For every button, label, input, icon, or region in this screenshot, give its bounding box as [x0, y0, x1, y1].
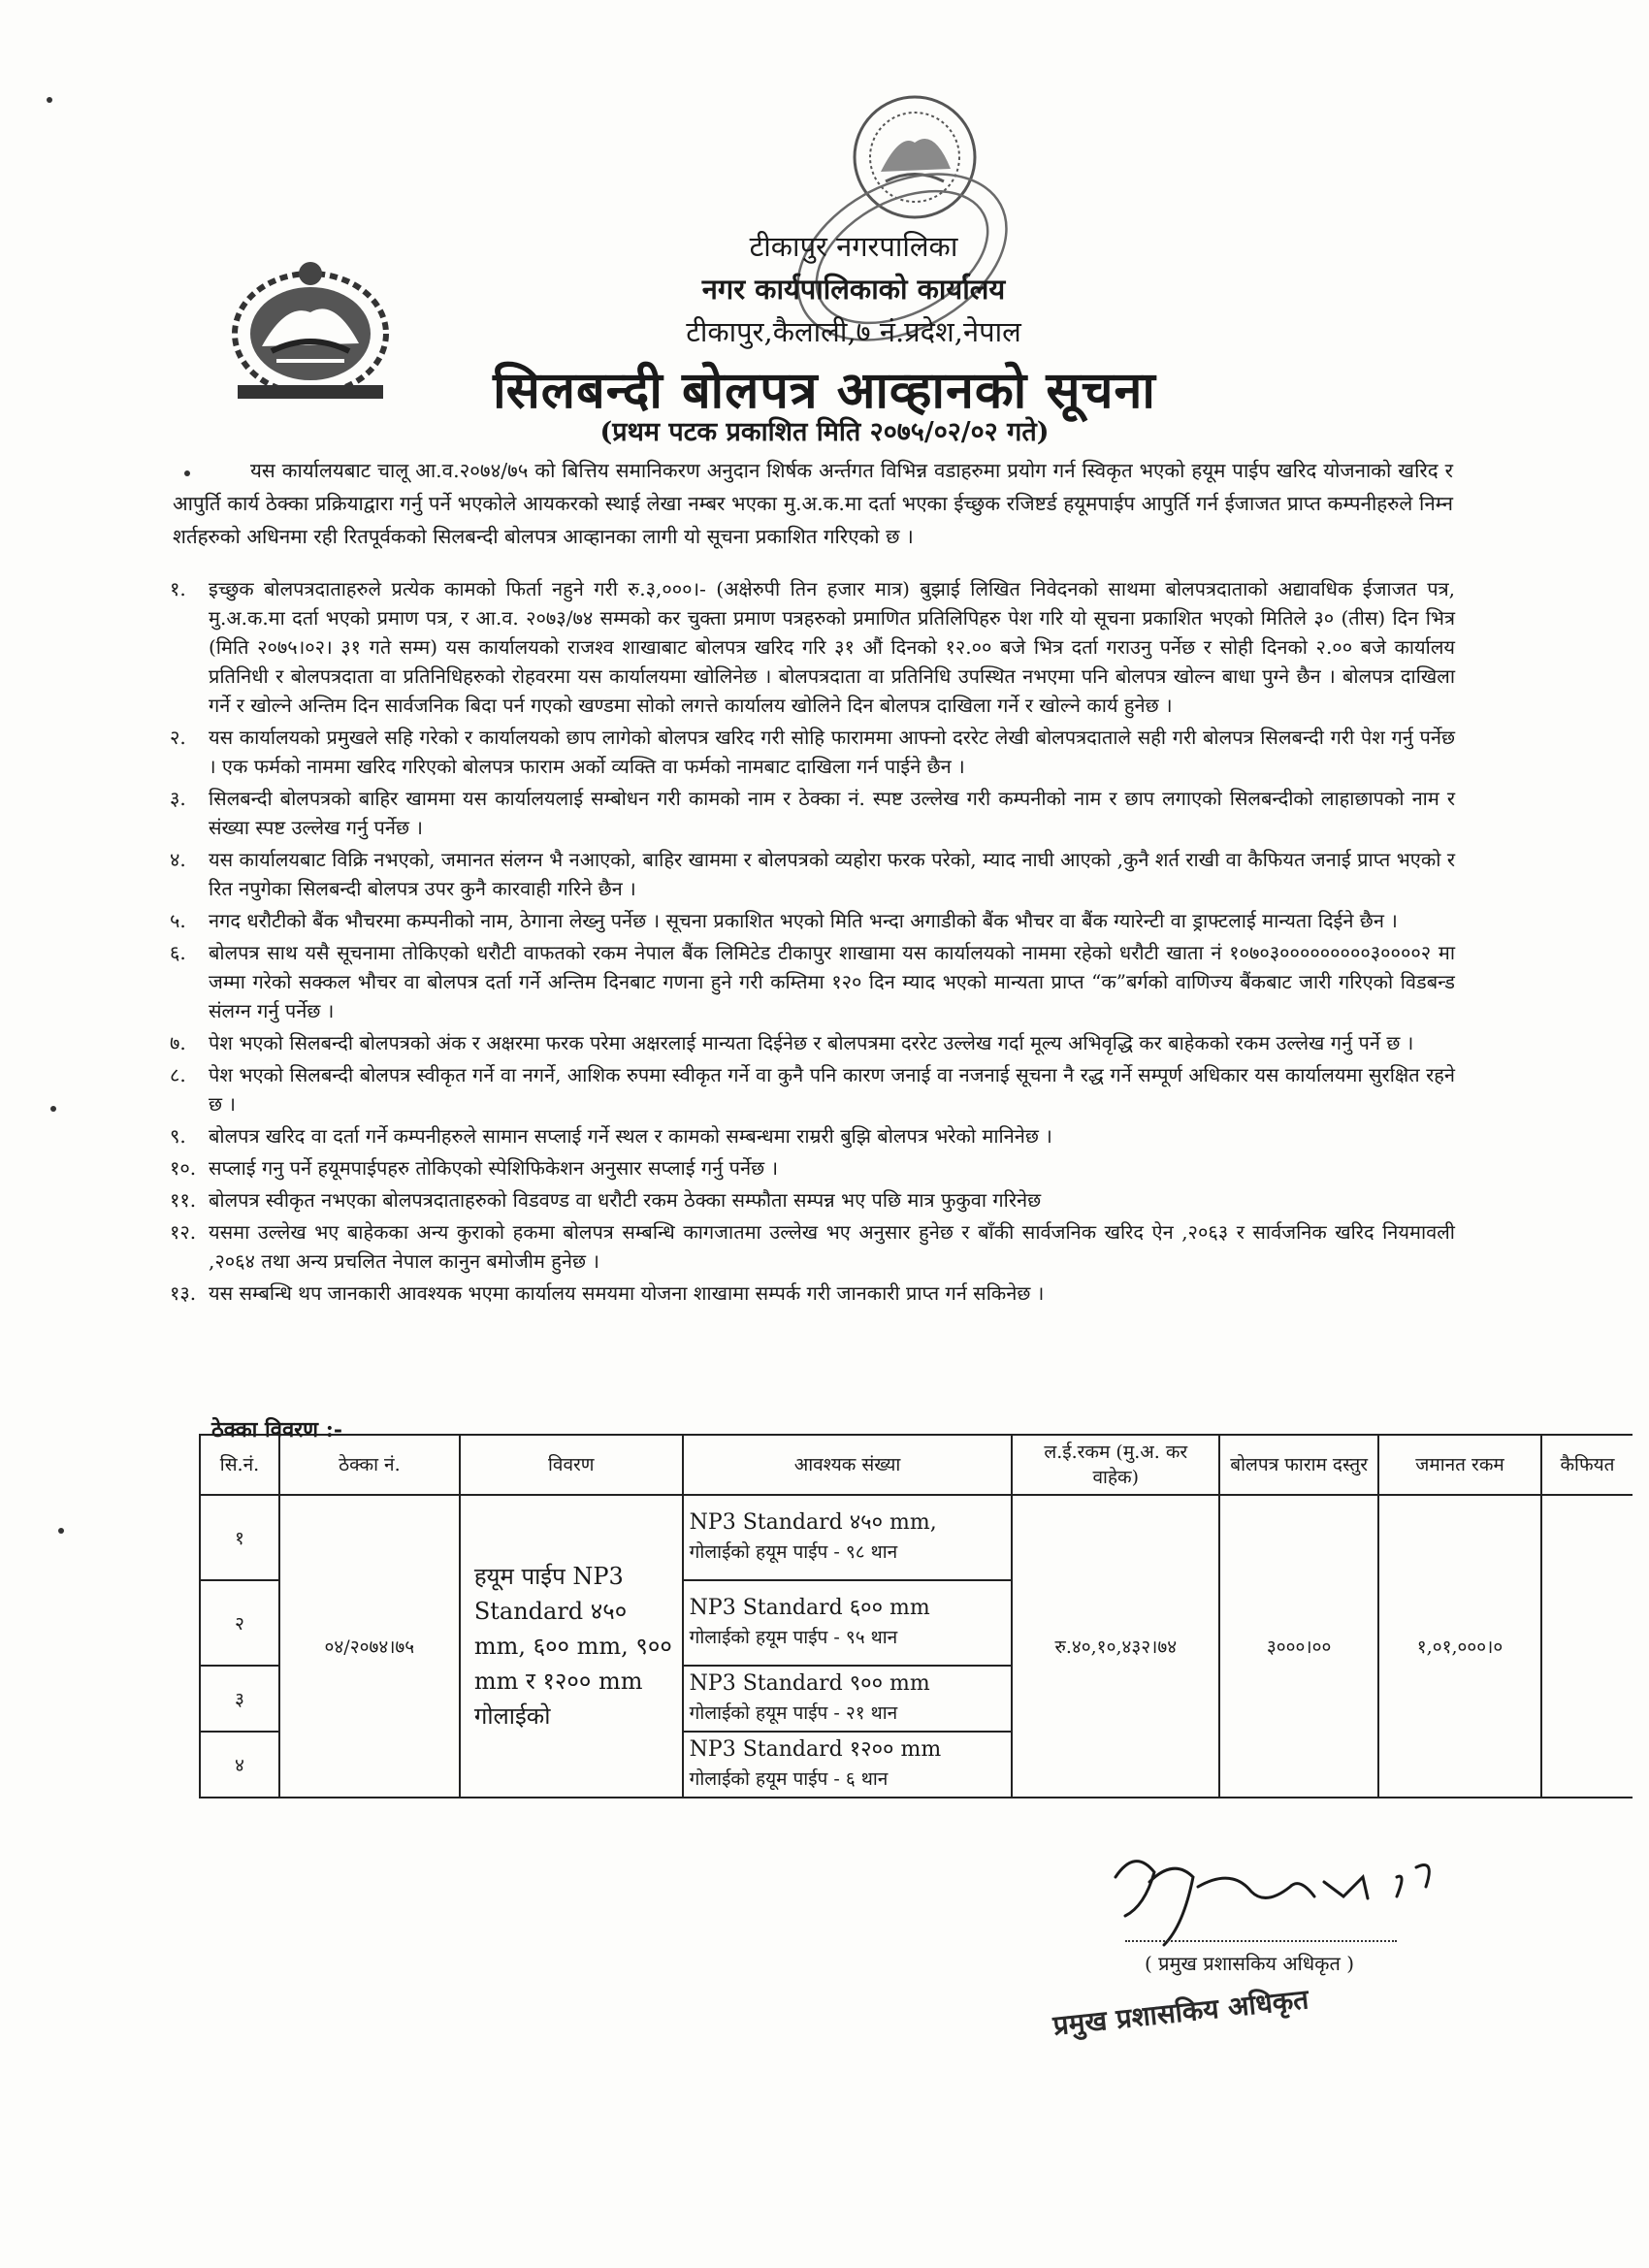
condition-item: [170, 784, 1455, 842]
condition-item: [170, 1028, 1455, 1057]
remarks-cell: [1541, 1495, 1633, 1798]
header-security: जमानत रकम: [1378, 1435, 1541, 1495]
scan-speck: [47, 97, 52, 103]
condition-text: पेश भएको सिलबन्दी बोलपत्रको अंक र अक्षरमा फरक परेमा अक्षरलाई मान्यता दिईनेछ र बोलपत्रमा दररेट उल्लेख गर्दा मूल्य अभिवृद्धि कर बाहेकको रकम उल्लेख गर्नु पर्ने छ ।: [209, 1031, 1414, 1054]
condition-number: १.: [170, 577, 186, 600]
condition-number: ११.: [170, 1188, 197, 1212]
quantity-spec: NP3 Standard ९०० mm: [689, 1671, 930, 1696]
condition-item: [170, 1279, 1455, 1308]
signatory-title: ( प्रमुख प्रशासकिय अधिकृत ): [1145, 1952, 1355, 1975]
scan-speck: [58, 1528, 64, 1534]
quantity-spec: NP3 Standard ६०० mm: [689, 1596, 930, 1620]
condition-number: ७.: [170, 1031, 186, 1054]
condition-text: यस सम्बन्धि थप जानकारी आवश्यक भएमा कार्यालय समयमा योजना शाखामा सम्पर्क गरी जानकारी प्राप्त गर्न सकिनेछ ।: [209, 1281, 1045, 1305]
table-caption: ठेक्का विवरण :-: [211, 1417, 343, 1442]
condition-number: १०.: [170, 1156, 197, 1180]
condition-item: [170, 1060, 1455, 1118]
signature-icon: [1106, 1838, 1455, 1955]
condition-text: पेश भएको सिलबन्दी बोलपत्र स्वीकृत गर्ने वा नगर्ने, आशिक रुपमा स्वीकृत गर्ने वा कुनै पनि कारण जनाई वा नजनाई सूचना नै रद्ध गर्ने सम्पूर्ण अधिकार यस कार्यालयमा सुरक्षित रहने छ ।: [209, 1063, 1455, 1116]
office-address: टीकापुर,कैलाली,७ नं.प्रदेश,नेपाल: [686, 315, 1021, 348]
condition-number: २.: [170, 726, 186, 749]
condition-text: बोलपत्र साथ यसै सूचनामा तोकिएको धरौटी वाफतको रकम नेपाल बैंक लिमिटेड टीकापुर शाखामा यस कार्यालयको नाममा रहेको धरौटी खाता नं १०७०३०००००००००३००००२ मा जम्मा गरेको सक्कल भौचर वा बोलपत्र दर्ता गर्ने अन्तिम दिनबाट गणना हुने गरी कम्तिमा १२० दिन म्याद भएको मान्यता प्राप्त “क”बर्गको वाणिज्य बैंकबाट जारी गरिएको विडबन्ड संलग्न गर्नु पर्नेछ ।: [209, 941, 1455, 1022]
condition-item: [170, 1185, 1455, 1215]
condition-item: [170, 1217, 1455, 1276]
header-form-fee: बोलपत्र फाराम दस्तुर: [1219, 1435, 1378, 1495]
condition-number: १३.: [170, 1281, 197, 1305]
condition-item: [170, 938, 1455, 1025]
condition-number: ४.: [170, 848, 186, 871]
condition-number: ३.: [170, 787, 186, 810]
condition-text: यस कार्यालयबाट विक्रि नभएको, जमानत संलग्न भै नआएको, बाहिर खाममा र बोलपत्रको व्यहोरा फरक परेको, म्याद नाघी आएको ,कुनै शर्त राखी वा कैफियत जनाई प्राप्त भएको र रित नपुगेका सिलबन्दी बोलपत्र उपर कुनै कारवाही गरिने छैन ।: [209, 848, 1455, 900]
intro-paragraph: यस कार्यालयबाट चालू आ.व.२०७४/७५ को बित्तिय समानिकरण अनुदान शिर्षक अर्न्तगत विभिन्न वडाहरुमा प्रयोग गर्न स्विकृत भएको हयूम पाईप खरिद योजनाको खरिद र आपुर्ति कार्य ठेक्का प्रक्रियाद्वारा गर्नु पर्ने भएकोले आयकरको स्थाई लेखा नम्बर भएका मु.अ.क.मा दर्ता भएका ईच्छुक रजिष्टर्ड हयूमपाईप आपुर्ति गर्न ईजाजत प्राप्त कम्पनीहरुले निम्न शर्तहरुको अधिनमा रही रितपूर्वकको सिलबन्दी बोलपत्र आव्हानका लागी यो सूचना प्रकाशित गरिएको छ ।: [173, 459, 1453, 548]
condition-item: [170, 1121, 1455, 1150]
row-sn: १: [200, 1495, 279, 1580]
conditions-list: [170, 574, 1455, 1311]
header-sn: सि.नं.: [200, 1435, 279, 1495]
row-sn: २: [200, 1580, 279, 1666]
row-sn: ३: [200, 1666, 279, 1732]
quantity-cell: [683, 1580, 1013, 1666]
letterhead: [582, 225, 1125, 353]
condition-number: ५.: [170, 909, 186, 932]
municipality-name: टीकापुर नगरपालिका: [749, 230, 958, 263]
signature-line: [1125, 1940, 1397, 1942]
condition-text: सप्लाई गनु पर्ने हयूमपाईपहरु तोकिएको स्पेशिफिकेशन अनुसार सप्लाई गर्नु पर्नेछ ।: [209, 1156, 779, 1180]
officer-stamp: प्रमुख प्रशासकिय अधिकृत: [1051, 1983, 1310, 2042]
condition-number: ८.: [170, 1063, 186, 1086]
contract-details-table: [199, 1434, 1633, 1798]
condition-number: ९.: [170, 1124, 186, 1148]
condition-text: बोलपत्र स्वीकृत नभएका बोलपत्रदाताहरुको विडवण्ड वा धरौटी रकम ठेक्का सम्फौता सम्पन्न भए पछि मात्र फुकुवा गरिनेछ: [209, 1188, 1042, 1212]
condition-text: नगद धरौटीको बैंक भौचरमा कम्पनीको नाम, ठेगाना लेख्नु पर्नेछ । सूचना प्रकाशित भएको मिति भन्दा अगाडीको बैंक भौचर वा बैंक ग्यारेन्टी वा ड्राफ्टलाई मान्यता दिईने छैन ।: [209, 909, 1398, 932]
form-fee-amount: ३०००।००: [1219, 1495, 1378, 1798]
condition-item: [170, 723, 1455, 781]
quantity-detail: गोलाईको हयूम पाईप - ९५ थान: [689, 1627, 898, 1648]
header-contract-no: ठेक्का नं.: [279, 1435, 460, 1495]
header-description: विवरण: [460, 1435, 683, 1495]
condition-item: [170, 845, 1455, 903]
condition-text: सिलबन्दी बोलपत्रको बाहिर खाममा यस कार्यालयलाई सम्बोधन गरी कामको नाम र ठेक्का नं. स्पष्ट उल्लेख गरी कम्पनीको नाम र छाप लगाएको सिलबन्दीको लाहाछापको नाम र संख्या स्पष्ट उल्लेख गर्नु पर्नेछ ।: [209, 787, 1455, 839]
condition-item: [170, 906, 1455, 935]
quantity-cell: [683, 1495, 1013, 1580]
quantity-spec: NP3 Standard १२०० mm: [689, 1737, 942, 1762]
publication-date: (प्रथम पटक प्रकाशित मिति २०७५/०२/०२ गते): [599, 417, 1050, 447]
header-remarks: कैफियत: [1541, 1435, 1633, 1495]
condition-number: १२.: [170, 1220, 197, 1244]
office-name: नगर कार्यपालिकाको कार्यालय: [701, 273, 1006, 306]
row-sn: ४: [200, 1732, 279, 1798]
quantity-detail: गोलाईको हयूम पाईप - २१ थान: [689, 1702, 898, 1724]
header-quantity: आवश्यक संख्या: [683, 1435, 1013, 1495]
quantity-detail: गोलाईको हयूम पाईप - ९८ थान: [689, 1541, 898, 1563]
scan-speck: [50, 1106, 56, 1112]
notice-title: सिलबन्दी बोलपत्र आव्हानको सूचना: [493, 361, 1156, 420]
header-estimate: ल.ई.रकम (मु.अ. कर वाहेक): [1012, 1435, 1219, 1495]
estimate-amount: रु.४०,१०,४३२।७४: [1012, 1495, 1219, 1798]
condition-item: [170, 574, 1455, 720]
condition-text: बोलपत्र खरिद वा दर्ता गर्ने कम्पनीहरुले सामान सप्लाई गर्ने स्थल र कामको सम्बन्धमा राम्ररी बुझि बोलपत्र भरेको मानिनेछ ।: [209, 1124, 1052, 1148]
quantity-detail: गोलाईको हयूम पाईप - ६ थान: [689, 1768, 889, 1790]
security-amount: १,०१,०००।०: [1378, 1495, 1541, 1798]
table-header-row: [200, 1435, 1633, 1495]
table-row: [200, 1495, 1633, 1580]
condition-text: यसमा उल्लेख भए बाहेकका अन्य कुराको हकमा बोलपत्र सम्बन्धि कागजातमा उल्लेख भए अनुसार हुनेछ र बाँकी सार्वजनिक खरिद ऐन ,२०६३ र सार्वजनिक खरिद नियमावली ,२०६४ तथा अन्य प्रचलित नेपाल कानुन बमोजीम हुनेछ ।: [209, 1220, 1455, 1273]
condition-text: इच्छुक बोलपत्रदाताहरुले प्रत्येक कामको फिर्ता नहुने गरी रु.३,०००।- (अक्षेरुपी तिन हजार मात्र) बुझाई लिखित निवेदनको साथमा बोलपत्रदाताको अद्यावधिक ईजाजत पत्र, मु.अ.क.मा दर्ता भएको प्रमाण पत्र, र आ.व. २०७३/७४ सम्मको कर चुक्ता प्रमाण पत्रहरुको प्रमाणित प्रतिलिपिहरु पेश गरि यो सूचना प्रकाशित भएको मितिले ३० (तीस) दिन भित्र (मिति २०७५।०२। ३१ गते सम्म) यस कार्यालयको राजश्व शाखाबाट बोलपत्र खरिद गरि ३१ औं दिनको १२.०० बजे भित्र दर्ता गराउनु पर्नेछ र सोही दिनको २.०० बजे कार्यालय प्रतिनिधी र बोलपत्रदाता वा प्रतिनिधिहरुको रोहवरमा यस कार्यालयमा खोलिनेछ । बोलपत्रदाता वा प्रतिनिधि उपस्थित नभएमा पनि बोलपत्र खोल्न बाधा पुग्ने छैन । बोलपत्र दाखिला गर्ने र खोल्ने अन्तिम दिन सार्वजनिक बिदा पर्न गएको खण्डमा सोको लगत्ते कार्यालय खोलिने दिन बोलपत्र दाखिला गर्ने र खोल्ने कार्य हुनेछ ।: [209, 577, 1455, 717]
quantity-spec: NP3 Standard ४५० mm,: [689, 1510, 937, 1535]
condition-number: ६.: [170, 941, 186, 964]
contract-number: ०४/२०७४।७५: [279, 1495, 460, 1798]
condition-item: [170, 1153, 1455, 1183]
condition-text: यस कार्यालयको प्रमुखले सहि गरेको र कार्यालयको छाप लागेको बोलपत्र खरिद गरी सोहि फाराममा आफ्नो दररेट लेखी बोलपत्रदाताले सही गरी बोलपत्र सिलबन्दी गरी पेश गर्नु पर्नेछ । एक फर्मको नाममा खरिद गरिएको बोलपत्र फाराम अर्को व्यक्ति वा फर्मको नामबाट दाखिला गर्न पाईने छैन ।: [209, 726, 1455, 778]
quantity-cell: [683, 1732, 1013, 1798]
quantity-cell: [683, 1666, 1013, 1732]
item-description: हयूम पाईप NP3 Standard ४५० mm, ६०० mm, ९०० mm र १२०० mm गोलाईको: [460, 1495, 683, 1798]
